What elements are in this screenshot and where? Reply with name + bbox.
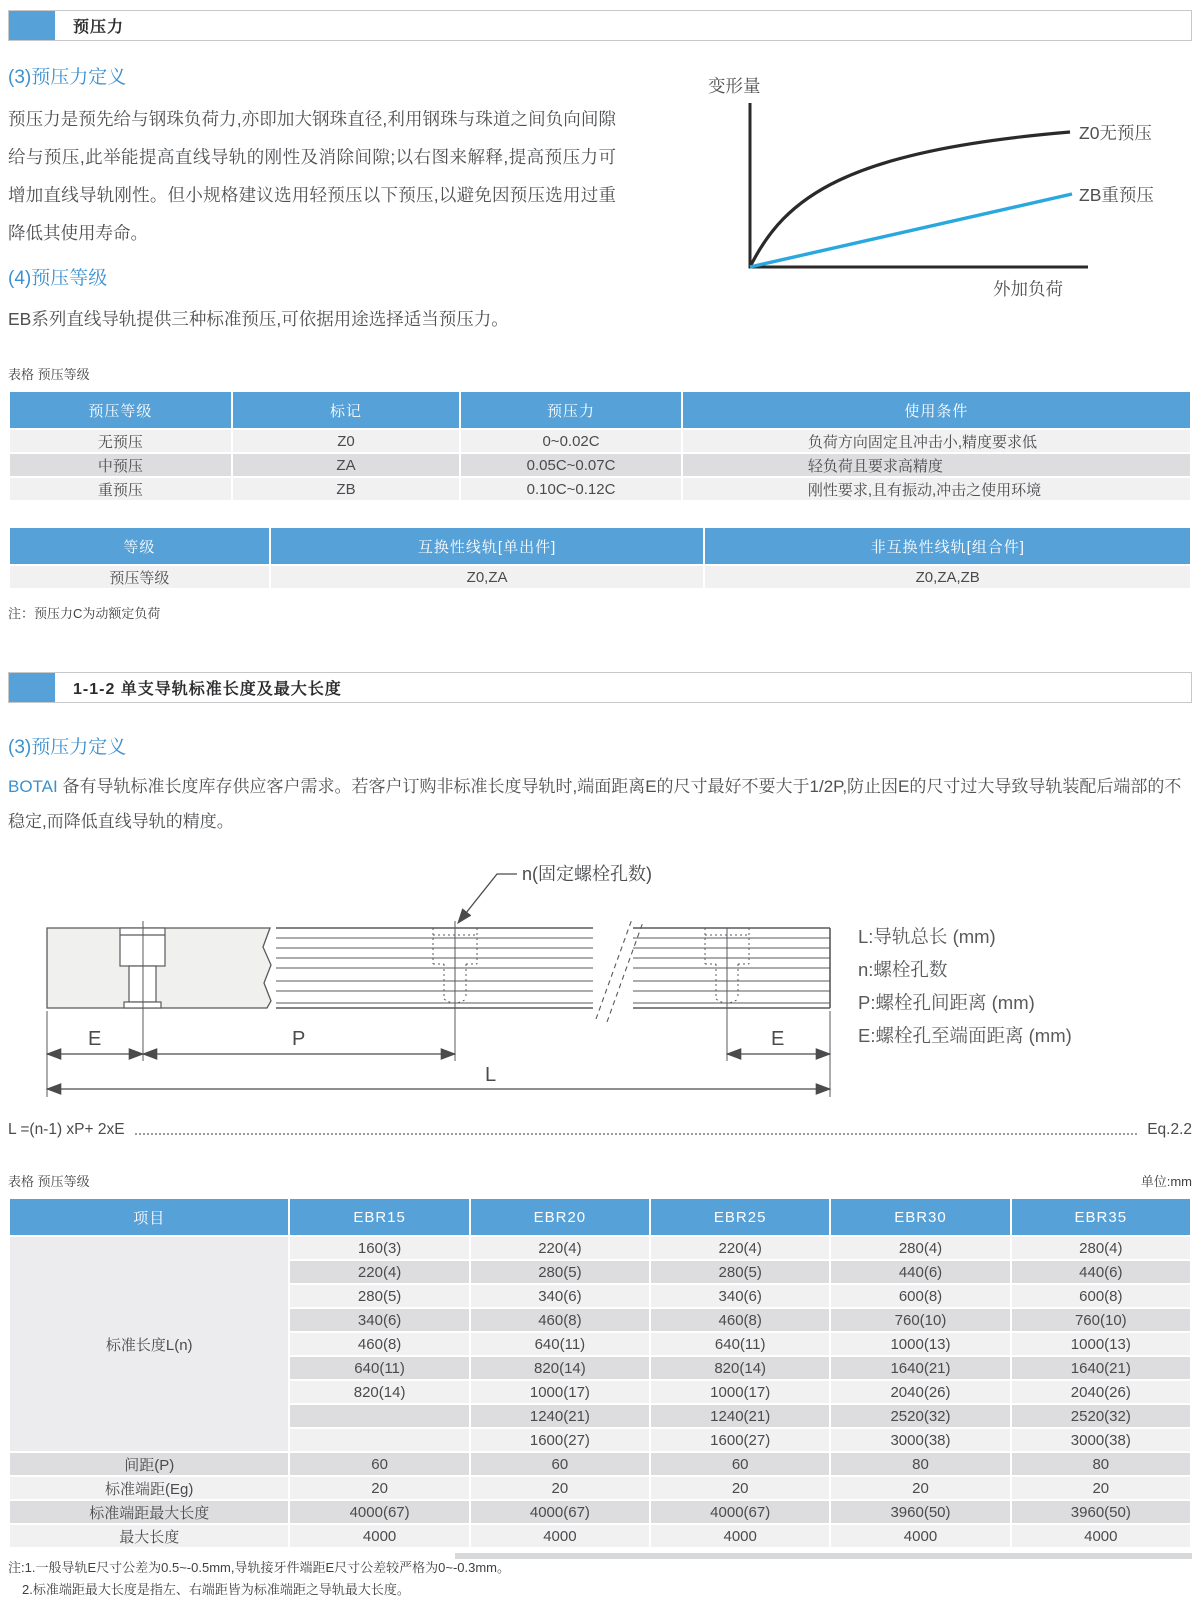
table-row	[10, 430, 1190, 452]
preload-definition-paragraph: 预压力是预先给与钢珠负荷力,亦即加大钢珠直径,利用钢珠与珠道之间负向间隙给与预压,此举能提高直线导轨的刚性及消除间隙;以右图来解释,提高预压力可增加直线导轨刚性。但小规格建议选用轻预压以下预压,以避免因预压选用过重降低其使用寿命。	[8, 109, 616, 243]
table-cell: 600(8)	[831, 1285, 1009, 1307]
table-cell: 1240(21)	[471, 1405, 649, 1427]
dim-label-p: P	[292, 1028, 306, 1050]
table-cell: 460(8)	[290, 1333, 468, 1355]
table-cell: 3000(38)	[831, 1429, 1009, 1451]
table-row	[10, 1477, 1190, 1499]
table-header-row	[10, 1199, 1190, 1235]
table-cell: 刚性要求,且有振动,冲击之使用环境	[683, 478, 1190, 500]
dotted-leader	[135, 1132, 1138, 1135]
table-cell: ZB	[233, 478, 460, 500]
diagram-legend	[858, 926, 1072, 1046]
table-row	[10, 454, 1190, 476]
table-cell: 280(4)	[1012, 1237, 1190, 1259]
table-cell: 3960(50)	[831, 1501, 1009, 1523]
table-cell	[290, 1429, 468, 1451]
column-header: 预压力	[461, 392, 681, 428]
column-header: 互换性线轨[单出件]	[271, 528, 704, 564]
column-header: EBR20	[471, 1199, 649, 1235]
table-cell: 标准端距(Eg)	[10, 1477, 288, 1499]
formula-row	[8, 1121, 1192, 1139]
table-cell: 80	[831, 1453, 1009, 1475]
dimension-lines	[47, 1054, 830, 1089]
table-cell: 60	[651, 1453, 829, 1475]
section-title: 预压力	[73, 19, 125, 36]
rail-dimension-diagram	[8, 851, 1192, 1113]
table-cell: 20	[471, 1477, 649, 1499]
preload-grades-paragraph: EB系列直线导轨提供三种标准预压,可依据用途选择适当预压力。	[8, 309, 509, 329]
table-row	[10, 1453, 1190, 1475]
table-cell: 中预压	[10, 454, 231, 476]
table-cell: 280(5)	[471, 1261, 649, 1283]
heading-length-definition: (3)预压力定义	[8, 737, 127, 758]
table-cell: 340(6)	[290, 1309, 468, 1331]
table-cell: 负荷方向固定且冲击小,精度要求低	[683, 430, 1190, 452]
table-cell: 820(14)	[290, 1381, 468, 1403]
table-cell: 无预压	[10, 430, 231, 452]
table-row	[10, 566, 1190, 588]
table-cell: 20	[831, 1477, 1009, 1499]
table-cell: 220(4)	[471, 1237, 649, 1259]
table-row	[10, 478, 1190, 500]
table-cell: 20	[651, 1477, 829, 1499]
table-cell: 0.10C~0.12C	[461, 478, 681, 500]
table-cell: 4000	[471, 1525, 649, 1547]
table-cell: 4000	[651, 1525, 829, 1547]
table-cell: 820(14)	[651, 1357, 829, 1379]
table-cell: 820(14)	[471, 1357, 649, 1379]
table-cell: 4000	[1012, 1525, 1190, 1547]
callout-leader	[458, 874, 517, 923]
table-cell: Z0	[233, 430, 460, 452]
section-header-preload	[8, 10, 1192, 41]
table-row	[10, 1501, 1190, 1523]
column-header: 使用条件	[683, 392, 1190, 428]
column-header: 标记	[233, 392, 460, 428]
length-definition-text: 备有导轨标准长度库存供应客户需求。若客户订购非标准长度导轨时,端面距离E的尺寸最好不要大于1/2P,防止因E的尺寸过大导致导轨装配后端部的不稳定,而降低直线导轨的精度。	[8, 777, 1182, 831]
table-cell: 60	[290, 1453, 468, 1475]
deformation-load-chart	[650, 65, 1198, 305]
table-cell: 间距(P)	[10, 1453, 288, 1475]
table-cell: 640(11)	[471, 1333, 649, 1355]
table-cell: 160(3)	[290, 1237, 468, 1259]
standard-length-table	[8, 1197, 1192, 1549]
table-cell: 640(11)	[290, 1357, 468, 1379]
table-cell: ZA	[233, 454, 460, 476]
heading-preload-grades: (4)预压等级	[8, 268, 108, 289]
table-cell: 3000(38)	[1012, 1429, 1190, 1451]
table-cell: 4000(67)	[651, 1501, 829, 1523]
table-cell: 1600(27)	[651, 1429, 829, 1451]
table-row	[10, 1525, 1190, 1547]
table-cell: 标准端距最大长度	[10, 1501, 288, 1523]
table-cell: 1600(27)	[471, 1429, 649, 1451]
table-cell	[290, 1405, 468, 1427]
table-cell: 3960(50)	[1012, 1501, 1190, 1523]
table-cell: 340(6)	[651, 1285, 829, 1307]
heading-preload-definition: (3)预压力定义	[8, 67, 127, 88]
length-table-caption-row	[8, 1171, 1192, 1190]
interchangeability-table-wrap	[8, 526, 1192, 590]
section-header-rail-length	[8, 672, 1192, 703]
column-header: EBR30	[831, 1199, 1009, 1235]
intro-section	[8, 65, 1192, 334]
column-header: 非互换性线轨[组合件]	[705, 528, 1190, 564]
table-cell: 280(5)	[651, 1261, 829, 1283]
dim-label-e-left: E	[88, 1028, 102, 1050]
table-cell: 600(8)	[1012, 1285, 1190, 1307]
cropped-next-element	[455, 1553, 1192, 1559]
table-cell: 220(4)	[290, 1261, 468, 1283]
equation-label: Eq.2.2	[1147, 1121, 1192, 1138]
table-cell: 460(8)	[471, 1309, 649, 1331]
unit-label: 单位:mm	[1140, 1174, 1192, 1189]
legend-line-p: P:螺栓孔间距离 (mm)	[858, 992, 1035, 1013]
footnote-1: 注:1.一般导轨E尺寸公差为0.5~-0.5mm,导轨接牙件端距E尺寸公差较严格为0~-0.3mm。	[8, 1560, 511, 1575]
chart-curve-z0	[750, 132, 1070, 267]
table-cell: Z0,ZA	[271, 566, 704, 588]
table-cell: 440(6)	[831, 1261, 1009, 1283]
table-cell: 4000	[831, 1525, 1009, 1547]
legend-line-l: L:导轨总长 (mm)	[858, 926, 996, 947]
column-header: EBR25	[651, 1199, 829, 1235]
rail-break-lines	[596, 919, 643, 1022]
table-cell: 预压等级	[10, 566, 269, 588]
table-caption: 表格 预压等级	[8, 367, 90, 382]
table-cell: 640(11)	[651, 1333, 829, 1355]
table-cell: 1000(17)	[471, 1381, 649, 1403]
table-cell: 1240(21)	[651, 1405, 829, 1427]
table-cell: 280(5)	[290, 1285, 468, 1307]
table-cell: 1640(21)	[831, 1357, 1009, 1379]
rail-side-lines-right	[633, 928, 830, 1008]
footnote-2: 2.标准端距最大长度是指左、右端距皆为标准端距之导轨最大长度。	[22, 1582, 410, 1597]
length-definition-paragraph	[8, 769, 1192, 839]
table-cell: 4000(67)	[290, 1501, 468, 1523]
table-cell: 760(10)	[831, 1309, 1009, 1331]
table-cell: 最大长度	[10, 1525, 288, 1547]
dim-label-l: L	[485, 1064, 497, 1086]
column-header: EBR35	[1012, 1199, 1190, 1235]
formula-expression: L =(n-1) xP+ 2xE	[8, 1121, 125, 1138]
table-row	[10, 1237, 1190, 1259]
table-cell: 760(10)	[1012, 1309, 1190, 1331]
table-cell: 1000(13)	[1012, 1333, 1190, 1355]
table-caption: 表格 预压等级	[8, 1174, 90, 1189]
chart-series-label-zb: ZB重预压	[1079, 185, 1154, 205]
table-cell: 460(8)	[651, 1309, 829, 1331]
column-header: 预压等级	[10, 392, 231, 428]
chart-x-axis-label: 外加负荷	[993, 279, 1063, 299]
table-cell: 4000(67)	[471, 1501, 649, 1523]
chart-y-axis-label: 变形量	[708, 76, 761, 96]
section-accent-square	[9, 11, 55, 40]
table-cell: 20	[1012, 1477, 1190, 1499]
footnotes	[8, 1557, 1192, 1601]
table-cell: 2520(32)	[1012, 1405, 1190, 1427]
table-cell: 80	[1012, 1453, 1190, 1475]
column-header: 项目	[10, 1199, 288, 1235]
table-cell: 340(6)	[471, 1285, 649, 1307]
legend-line-e: E:螺栓孔至端面距离 (mm)	[858, 1025, 1072, 1046]
preload-grade-table	[8, 390, 1192, 502]
section-title: 1-1-2 单支导轨标准长度及最大长度	[73, 681, 342, 698]
column-header: 等级	[10, 528, 269, 564]
section-accent-square	[9, 673, 55, 702]
table-cell: 1000(17)	[651, 1381, 829, 1403]
table-cell: 0~0.02C	[461, 430, 681, 452]
deformation-chart	[616, 65, 1198, 334]
chart-axes	[750, 103, 1088, 267]
table-cell: 0.05C~0.07C	[461, 454, 681, 476]
callout-label: n(固定螺栓孔数)	[522, 864, 652, 884]
table-cell: 2040(26)	[831, 1381, 1009, 1403]
dim-label-e-right: E	[771, 1028, 785, 1050]
table-cell: 20	[290, 1477, 468, 1499]
table-cell: 4000	[290, 1525, 468, 1547]
table-header-row	[10, 392, 1190, 428]
table-cell: Z0,ZA,ZB	[705, 566, 1190, 588]
table-note: 注：预压力C为动额定负荷	[8, 606, 161, 621]
table-cell: 重预压	[10, 478, 231, 500]
column-header: EBR15	[290, 1199, 468, 1235]
table-cell: 1000(13)	[831, 1333, 1009, 1355]
table-cell: 2520(32)	[831, 1405, 1009, 1427]
table-cell: 2040(26)	[1012, 1381, 1190, 1403]
interchangeability-table	[8, 526, 1192, 590]
table-cell: 1640(21)	[1012, 1357, 1190, 1379]
legend-line-n: n:螺栓孔数	[858, 959, 948, 980]
table-cell: 220(4)	[651, 1237, 829, 1259]
table-cell: 440(6)	[1012, 1261, 1190, 1283]
table-cell: 轻负荷且要求高精度	[683, 454, 1190, 476]
rail-side-lines-left	[276, 928, 593, 1008]
intro-text-column	[8, 65, 616, 334]
table-cell: 280(4)	[831, 1237, 1009, 1259]
chart-series-label-z0: Z0无预压	[1079, 123, 1152, 143]
table-cell: 60	[471, 1453, 649, 1475]
brand-name: BOTAI	[8, 777, 58, 796]
table-header-row	[10, 528, 1190, 564]
row-group-label: 标准长度L(n)	[10, 1237, 288, 1451]
